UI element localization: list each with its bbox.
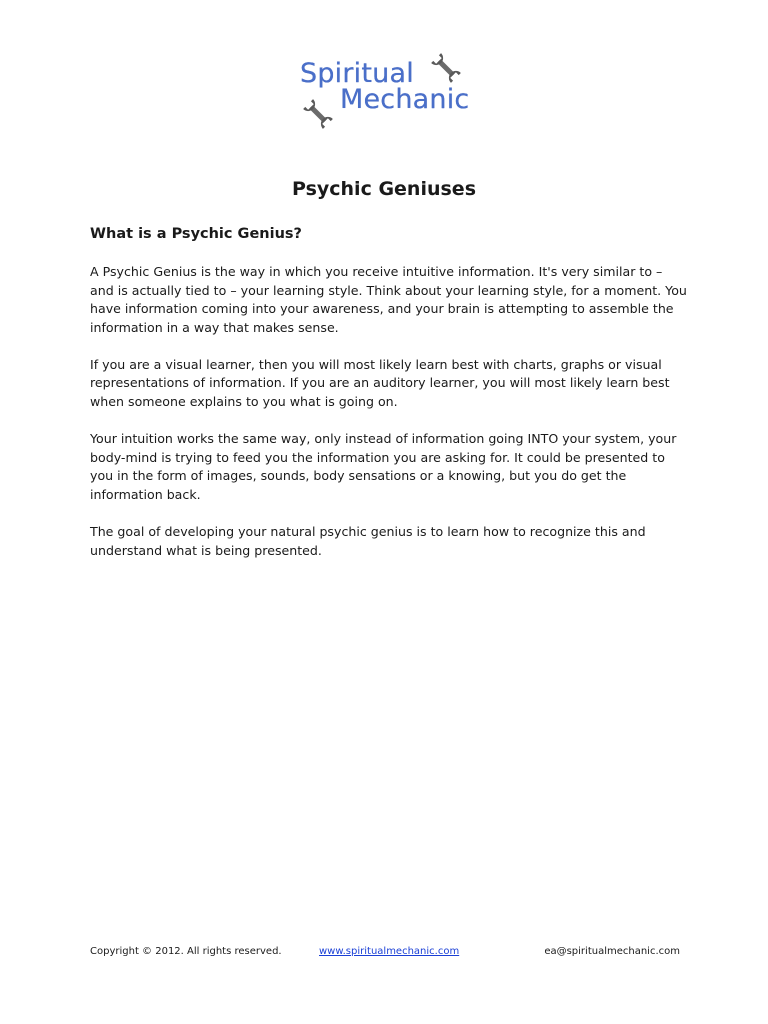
paragraph: A Psychic Genius is the way in which you receive intuitive information. It's very similar to – and is actually tied to – your learning style. Think about your learning style, for a moment. You have information coming into your awareness, and your brain is attempting to assemble the information in a way that makes sense. bbox=[90, 264, 687, 335]
paragraph: If you are a visual learner, then you will most likely learn best with charts, graphs or visual representations of information. If you are an auditory learner, you will most likely learn best when someone explains to you what is going on. bbox=[90, 356, 670, 410]
spiritual-mechanic-logo bbox=[298, 46, 468, 132]
document-title: Psychic Geniuses bbox=[291, 178, 477, 200]
wrench-icon bbox=[300, 96, 336, 132]
contact-email: ea@spiritualmechanic.com bbox=[544, 946, 680, 957]
wrench-icon bbox=[428, 50, 464, 86]
section-heading: What is a Psychic Genius? bbox=[90, 226, 302, 242]
logo-text-line1: Spiritual bbox=[300, 58, 414, 89]
paragraph: Your intuition works the same way, only instead of information going INTO your system, your body-mind is trying to feed you the information you are asking for. It could be presented to you in the form of images, sounds, body sensations or a knowing, but you do get the information back. bbox=[90, 431, 677, 502]
body-text bbox=[90, 263, 690, 579]
website-link[interactable]: www.spiritualmechanic.com bbox=[319, 946, 460, 957]
logo-text-line2: Mechanic bbox=[340, 84, 470, 115]
copyright-text: Copyright © 2012. All rights reserved. bbox=[90, 946, 282, 957]
page-footer bbox=[90, 946, 680, 962]
paragraph: The goal of developing your natural psychic genius is to learn how to recognize this and understand what is being presented. bbox=[90, 524, 646, 558]
